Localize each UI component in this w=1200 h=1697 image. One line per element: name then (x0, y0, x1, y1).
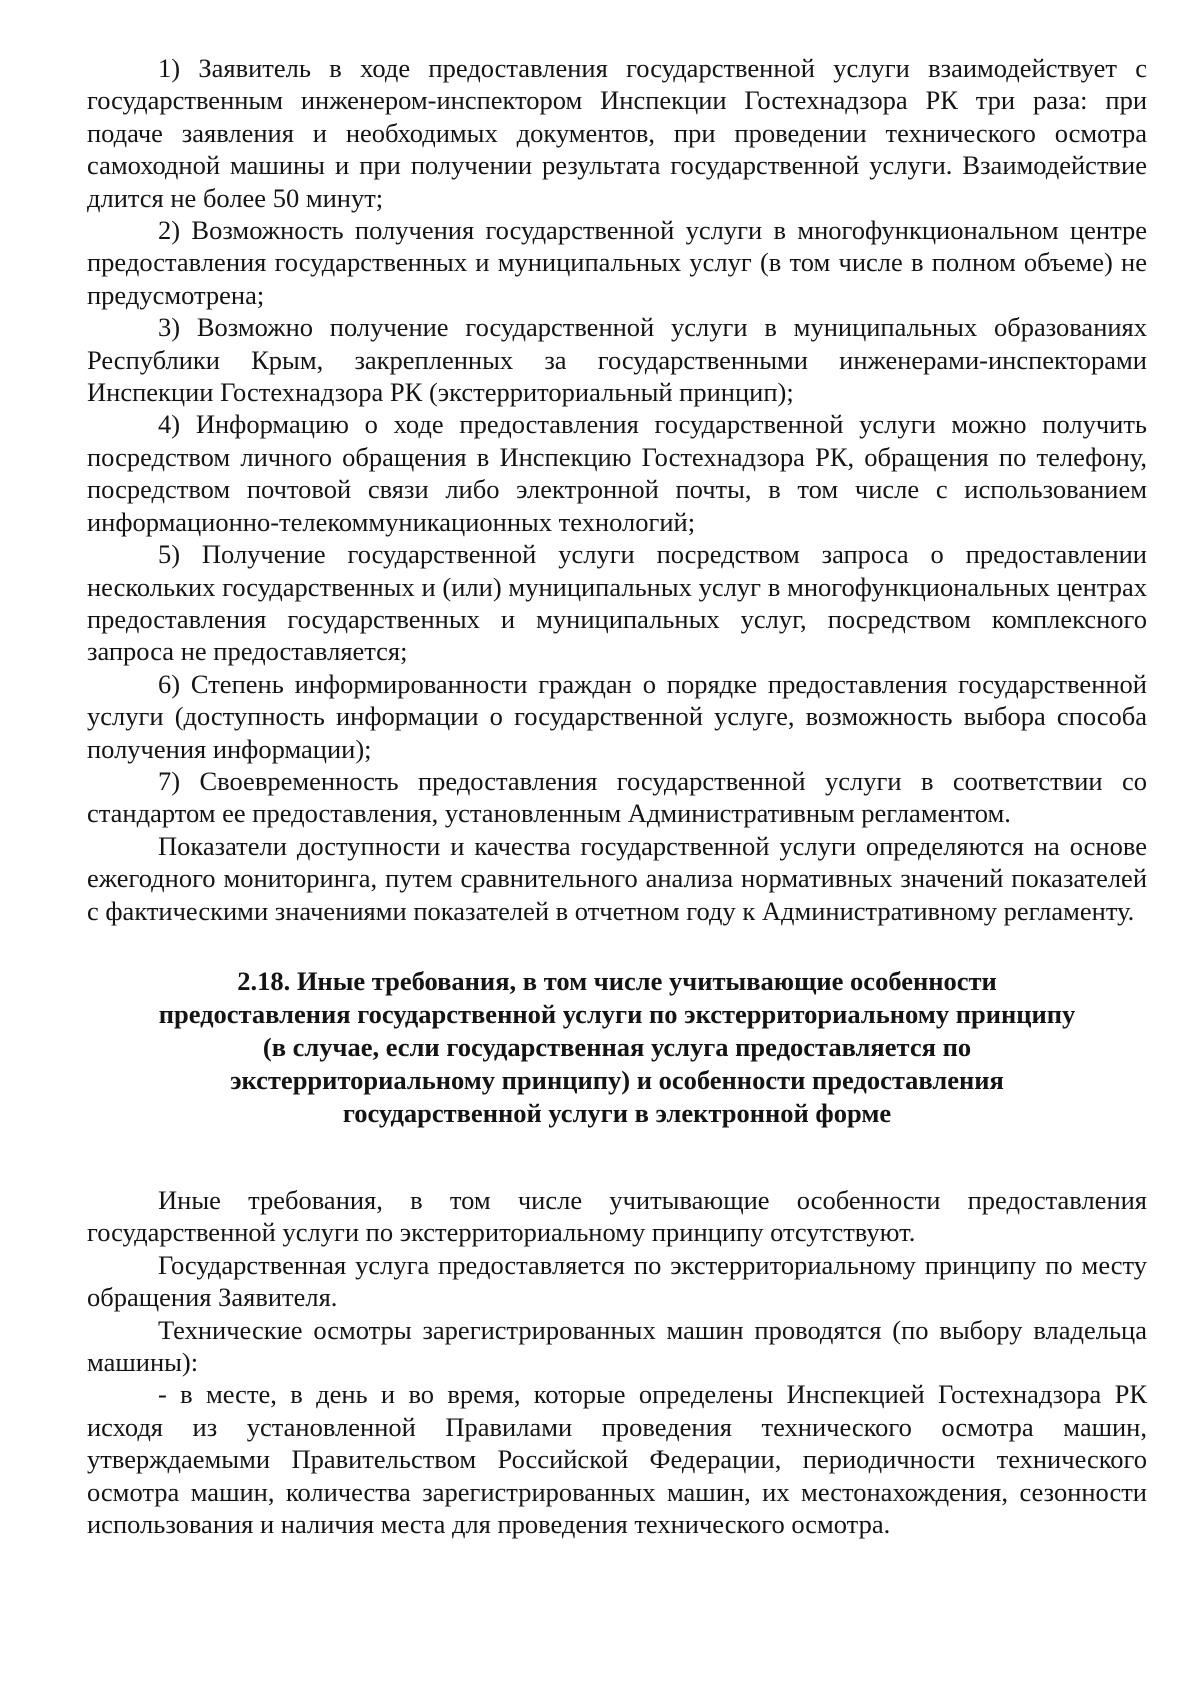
section-heading-line: (в случае, если государственная услуга предоставляется по (262, 1031, 972, 1062)
other-requirements-paragraph: Иные требования, в том числе учитывающие особенности предоставления государственной услуги по экстерриториальному принципу отсутствуют. (87, 1184, 1147, 1248)
section-heading-line: предоставления государственной услуги по экстерриториальному принципу (158, 998, 1076, 1029)
section-heading-line: экстерриториальному принципу) и особенности предоставления (230, 1064, 1004, 1095)
inspections-paragraph: Технические осмотры зарегистрированных машин проводятся (по выбору владельца машины): (87, 1314, 1147, 1377)
list-item-1: 1) Заявитель в ходе предоставления государственной услуги взаимодействует с государственным инженером-инспектором Инспекции Гостехнадзора РК три раза: при подаче заявления и необходимых документов, при проведении технического осмотра самоходной машины и при получении результата государственной услуги. Взаимодействие длится не более 50 минут; (87, 53, 1147, 213)
document-page (87, 52, 1147, 1540)
section-heading-2-18 (87, 965, 1147, 1130)
section-heading-line: государственной услуги в электронной форме (342, 1097, 892, 1128)
inspection-place-paragraph: - в месте, в день и во время, которые определены Инспекцией Гостехнадзора РК исходя из установленной Правилами проведения технического осмотра машин, утверждаемыми Правительством Российской Федерации, периодичности технического осмотра машин, количества зарегистрированных машин, их местонахождения, сезонности использования и наличия места для проведения технического осмотра. (87, 1379, 1147, 1540)
list-item-3: 3) Возможно получение государственной услуги в муниципальных образованиях Республики Крым, закрепленных за государственными инженерами-инспекторами Инспекции Гостехнадзора РК (экстерриториальный принцип); (87, 312, 1147, 408)
list-item-5: 5) Получение государственной услуги посредством запроса о предоставлении нескольких государственных и (или) муниципальных услуг в многофункциональных центрах предоставления государственных и муниципальных услуг, посредством комплексного запроса не предоставляется; (87, 539, 1147, 667)
section-heading-line: 2.18. Иные требования, в том числе учитывающие особенности (237, 965, 997, 996)
indicators-paragraph: Показатели доступности и качества государственной услуги определяются на основе ежегодного мониторинга, путем сравнительного анализа нормативных значений показателей с фактическими значениями показателей в отчетном году к Административному регламенту. (87, 830, 1147, 926)
list-item-6: 6) Степень информированности граждан о порядке предоставления государственной услуги (доступность информации о государственной услуге, возможность выбора способа получения информации); (87, 668, 1147, 764)
extraterritorial-paragraph: Государственная услуга предоставляется по экстерриториальному принципу по месту обращения Заявителя. (87, 1249, 1147, 1313)
list-item-4: 4) Информацию о ходе предоставления государственной услуги можно получить посредством личного обращения в Инспекцию Гостехнадзора РК, обращения по телефону, посредством почтовой связи либо электронной почты, в том числе с использованием информационно-телекоммуникационных технологий; (87, 409, 1147, 537)
list-item-2: 2) Возможность получения государственной услуги в многофункциональном центре предоставления государственных и муниципальных услуг (в том числе в полном объеме) не предусмотрена; (87, 215, 1147, 310)
list-item-7: 7) Своевременность предоставления государственной услуги в соответствии со стандартом ее предоставления, установленным Административным регламентом. (87, 765, 1147, 829)
